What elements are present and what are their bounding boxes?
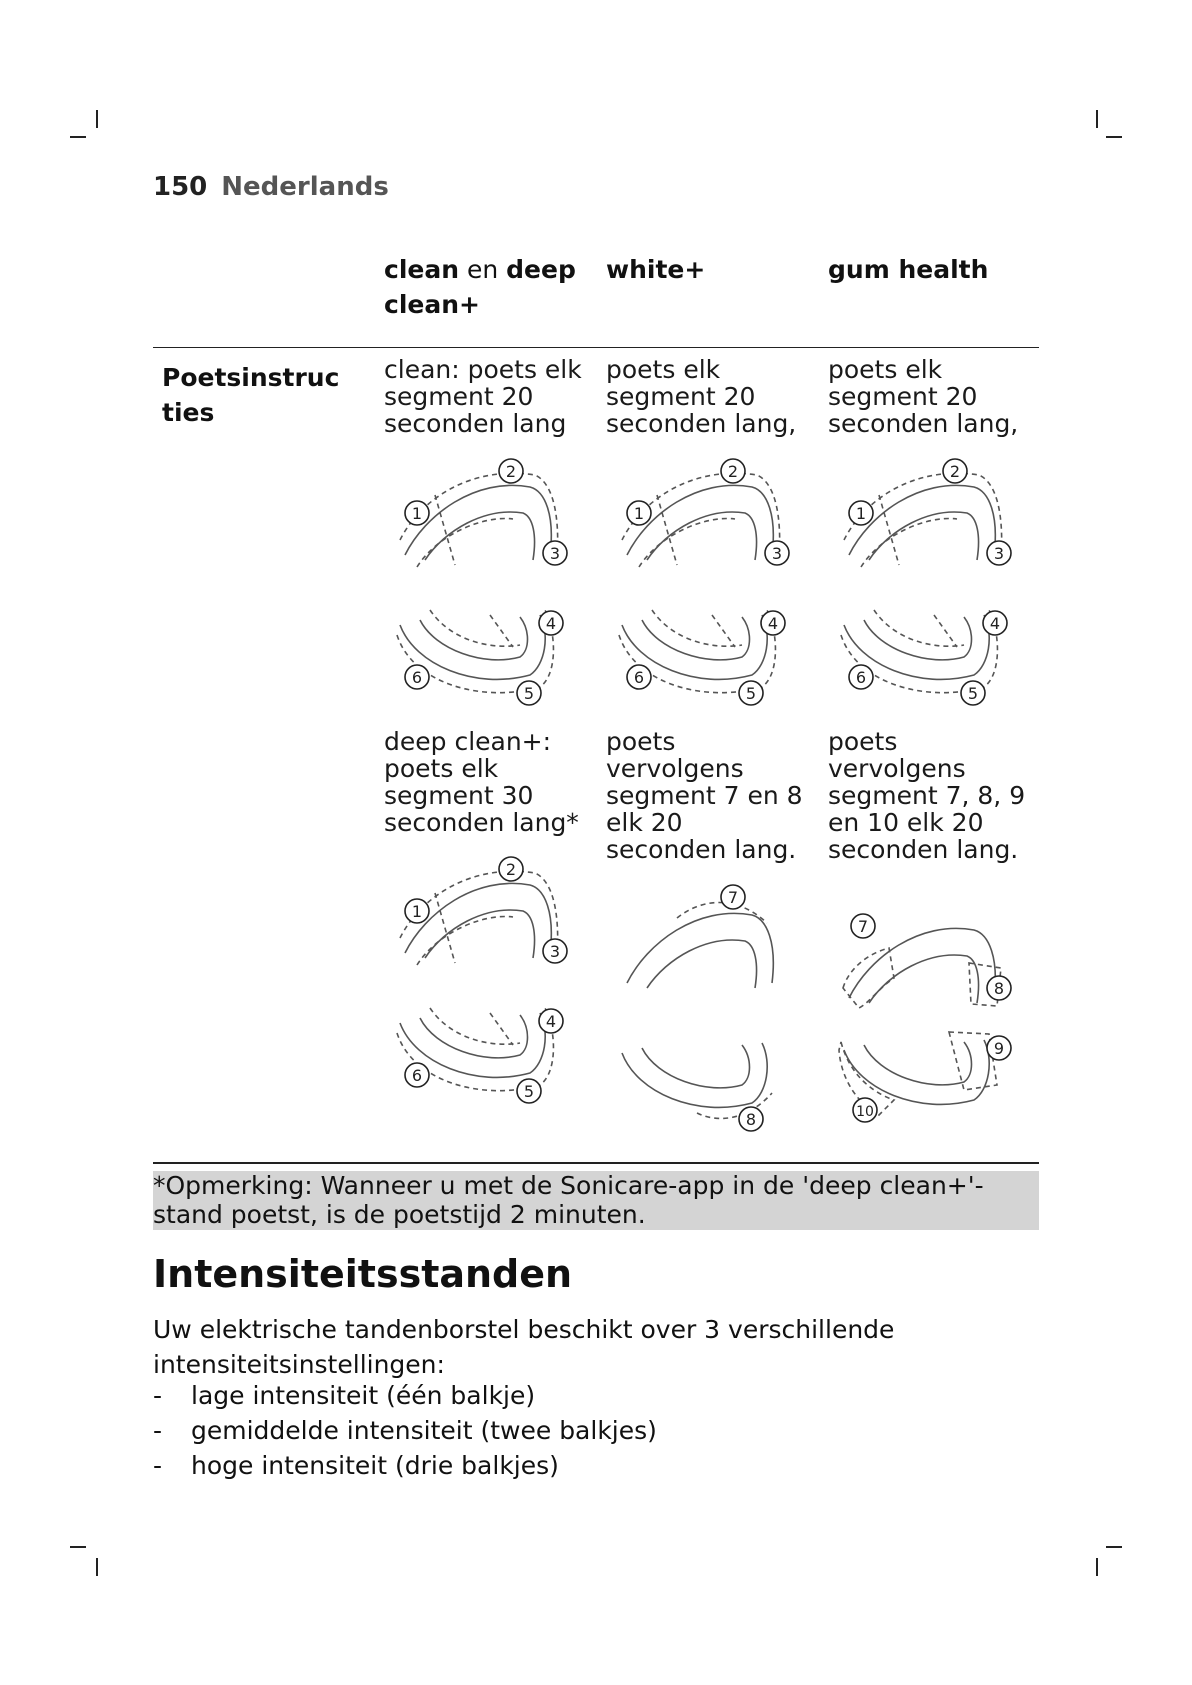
cell-line: poets bbox=[606, 727, 676, 756]
segment-label: 8 bbox=[745, 1110, 757, 1129]
column-header-text: en bbox=[459, 255, 507, 284]
page-language: Nederlands bbox=[221, 172, 389, 202]
segment-label: 1 bbox=[633, 504, 645, 523]
crop-mark bbox=[1096, 110, 1098, 128]
segment-label: 6 bbox=[855, 668, 867, 687]
lower-jaw-diagram bbox=[839, 605, 1009, 725]
column-header-gum bbox=[828, 252, 1038, 287]
cell-line: en 10 elk 20 bbox=[828, 808, 984, 837]
upper-jaw-diagram bbox=[395, 853, 565, 973]
cell-line: deep clean+: bbox=[384, 727, 552, 756]
cell-line: segment 20 bbox=[384, 382, 534, 411]
upper-jaw-diagram bbox=[839, 455, 1009, 575]
column-header-text: clean+ bbox=[384, 290, 480, 319]
footnote-line: *Opmerking: Wanneer u met de Sonicare-app in de 'deep clean+'- bbox=[153, 1171, 984, 1200]
cell-line: seconden lang bbox=[384, 409, 567, 438]
column-header-clean bbox=[384, 252, 594, 322]
table-bottom-rule bbox=[153, 1162, 1039, 1164]
white-upper-diagram bbox=[617, 883, 787, 1003]
cell-gum-bottom bbox=[828, 728, 1043, 863]
cell-line: poets elk bbox=[384, 754, 499, 783]
cell-line: segment 7, 8, 9 bbox=[828, 781, 1026, 810]
segment-label: 2 bbox=[727, 462, 739, 481]
row-label bbox=[162, 360, 352, 430]
footnote-box bbox=[153, 1171, 1039, 1230]
cell-line: seconden lang. bbox=[828, 835, 1019, 864]
segment-label: 6 bbox=[411, 1066, 423, 1085]
segment-label: 5 bbox=[523, 1082, 535, 1101]
row-label-line: Poetsinstruc bbox=[162, 363, 340, 392]
segment-label: 2 bbox=[505, 462, 517, 481]
crop-mark bbox=[96, 110, 98, 128]
cell-line: seconden lang, bbox=[828, 409, 1019, 438]
segment-label: 3 bbox=[549, 942, 561, 961]
segment-label: 3 bbox=[993, 544, 1005, 563]
cell-clean-bottom bbox=[384, 728, 599, 836]
crop-mark bbox=[1096, 1558, 1098, 1576]
list-dash: - bbox=[153, 1381, 163, 1410]
lower-jaw-diagram bbox=[395, 605, 565, 725]
list-dash: - bbox=[153, 1416, 163, 1445]
intro-line: intensiteitsinstellingen: bbox=[153, 1350, 445, 1379]
cell-line: segment 7 en 8 bbox=[606, 781, 803, 810]
segment-label: 4 bbox=[545, 614, 557, 633]
cell-line: vervolgens bbox=[606, 754, 744, 783]
list-item bbox=[153, 1413, 657, 1448]
cell-white-bottom bbox=[606, 728, 821, 863]
segment-label: 6 bbox=[633, 668, 645, 687]
column-header-text: gum health bbox=[828, 255, 989, 284]
column-header-text: white+ bbox=[606, 255, 706, 284]
segment-label: 1 bbox=[411, 902, 423, 921]
white-lower-diagram bbox=[617, 1033, 787, 1153]
table-top-rule bbox=[153, 347, 1039, 348]
column-header-white bbox=[606, 252, 816, 287]
segment-label: 5 bbox=[523, 684, 535, 703]
cell-clean-top bbox=[384, 356, 599, 437]
lower-jaw-diagram bbox=[617, 605, 787, 725]
list-item-text: gemiddelde intensiteit (twee balkjes) bbox=[191, 1416, 657, 1445]
segment-label: 1 bbox=[855, 504, 867, 523]
row-label-line: ties bbox=[162, 398, 215, 427]
crop-mark bbox=[1106, 1546, 1122, 1548]
section-heading: Intensiteitsstanden bbox=[153, 1252, 573, 1296]
gum-upper-diagram bbox=[839, 908, 1009, 1028]
page-header bbox=[153, 172, 389, 202]
cell-line: elk 20 bbox=[606, 808, 683, 837]
cell-line: seconden lang. bbox=[606, 835, 797, 864]
section-intro bbox=[153, 1312, 1033, 1382]
segment-label: 4 bbox=[545, 1012, 557, 1031]
segment-label: 5 bbox=[967, 684, 979, 703]
crop-mark bbox=[70, 136, 86, 138]
segment-label: 7 bbox=[857, 917, 869, 936]
cell-line: seconden lang, bbox=[606, 409, 797, 438]
cell-white-top bbox=[606, 356, 821, 437]
cell-line: seconden lang* bbox=[384, 808, 579, 837]
crop-mark bbox=[70, 1546, 86, 1548]
crop-mark bbox=[1106, 136, 1122, 138]
page-number: 150 bbox=[153, 172, 208, 202]
list-item bbox=[153, 1448, 657, 1483]
list-dash: - bbox=[153, 1451, 163, 1480]
intensity-list bbox=[153, 1378, 657, 1483]
lower-jaw-diagram bbox=[395, 1003, 565, 1123]
intro-line: Uw elektrische tandenborstel beschikt over 3 verschillende bbox=[153, 1315, 895, 1344]
cell-line: poets bbox=[828, 727, 898, 756]
cell-gum-top bbox=[828, 356, 1043, 437]
column-header-text: deep bbox=[506, 255, 576, 284]
footnote-line: stand poetst, is de poetstijd 2 minuten. bbox=[153, 1200, 646, 1229]
cell-line: segment 20 bbox=[828, 382, 978, 411]
segment-label: 6 bbox=[411, 668, 423, 687]
cell-line: clean: poets elk bbox=[384, 355, 582, 384]
segment-label: 3 bbox=[549, 544, 561, 563]
segment-label: 10 bbox=[856, 1104, 874, 1120]
segment-label: 8 bbox=[993, 979, 1005, 998]
list-item bbox=[153, 1378, 657, 1413]
segment-label: 5 bbox=[745, 684, 757, 703]
upper-jaw-diagram bbox=[617, 455, 787, 575]
segment-label: 3 bbox=[771, 544, 783, 563]
segment-label: 2 bbox=[949, 462, 961, 481]
segment-label: 2 bbox=[505, 860, 517, 879]
segment-label: 1 bbox=[411, 504, 423, 523]
segment-label: 4 bbox=[989, 614, 1001, 633]
segment-label: 9 bbox=[993, 1039, 1005, 1058]
column-header-text: clean bbox=[384, 255, 460, 284]
cell-line: poets elk bbox=[606, 355, 721, 384]
list-item-text: lage intensiteit (één balkje) bbox=[191, 1381, 536, 1410]
crop-mark bbox=[96, 1558, 98, 1576]
cell-line: segment 30 bbox=[384, 781, 534, 810]
cell-line: vervolgens bbox=[828, 754, 966, 783]
segment-label: 7 bbox=[727, 888, 739, 907]
cell-line: poets elk bbox=[828, 355, 943, 384]
upper-jaw-diagram bbox=[395, 455, 565, 575]
list-item-text: hoge intensiteit (drie balkjes) bbox=[191, 1451, 559, 1480]
gum-lower-diagram bbox=[839, 1030, 1009, 1150]
cell-line: segment 20 bbox=[606, 382, 756, 411]
segment-label: 4 bbox=[767, 614, 779, 633]
